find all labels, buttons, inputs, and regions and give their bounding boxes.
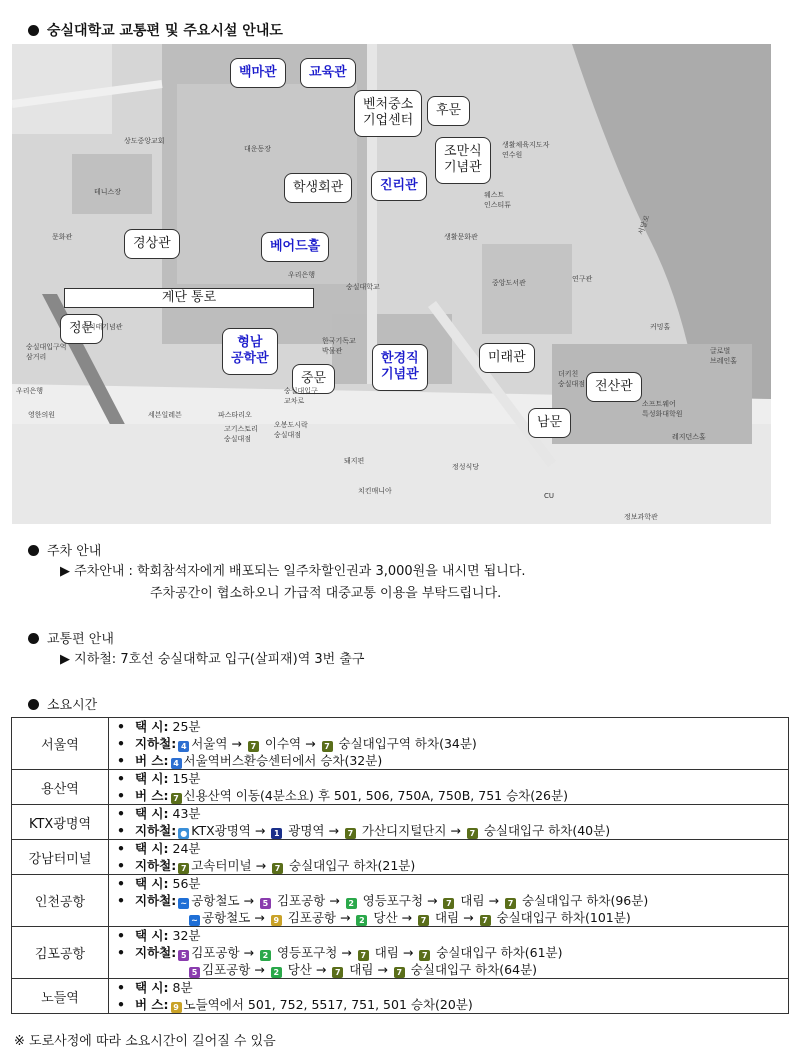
- map-label: 글로벌 브레인홀: [710, 347, 738, 365]
- place-cell: 인천공항: [12, 875, 109, 927]
- route-line: • 택 시: 15분: [117, 771, 201, 786]
- map-label: CU: [544, 492, 555, 500]
- building-mirae: 미래관: [479, 343, 535, 373]
- subway-line-badge: 2: [346, 898, 357, 909]
- subway-line-badge: 7: [419, 950, 430, 961]
- route-line: • 택 시: 25분: [117, 719, 201, 734]
- route-cell: [109, 718, 789, 770]
- map-label: 서달로: [636, 214, 652, 236]
- subway-line-badge: 9: [271, 915, 282, 926]
- subway-line-badge: 2: [356, 915, 367, 926]
- route-cell: [109, 805, 789, 840]
- building-student-hall: 학생회관: [284, 173, 352, 203]
- travel-time-table: [11, 717, 789, 1014]
- subway-line-badge: 9: [171, 1002, 182, 1013]
- route-line: • 택 시: 56분: [117, 876, 201, 891]
- place-cell: 노들역: [12, 979, 109, 1014]
- map-label: 안익태기념관: [82, 323, 123, 331]
- route-line: • 지하철: ~ 공항철도 → 5 김포공항 → 2 영등포구청 → 7 대림 → 7 숭실대입구 하차(96분): [117, 893, 649, 908]
- map-label: 생활체육지도자 연수원: [502, 141, 550, 159]
- map-label: 치킨매니아: [358, 487, 392, 495]
- map-label: 상도중앙교회: [124, 137, 165, 145]
- map-label: 숭실대입구 교차로: [284, 387, 318, 405]
- subway-line-badge: 2: [271, 967, 282, 978]
- route-line: • 버 스: 7 신용산역 이동(4분소요) 후 501, 506, 750A, 750B, 751 승차(26분): [117, 788, 568, 803]
- parking-header: 주차 안내: [28, 540, 101, 559]
- gate-main: 정문: [60, 314, 103, 344]
- place-cell: 서울역: [12, 718, 109, 770]
- time-header: 소요시간: [28, 694, 97, 713]
- place-cell: 강남터미널: [12, 840, 109, 875]
- route-line: • 버 스: 4 서울역버스환승센터에서 승차(32분): [117, 753, 383, 768]
- route-cell: [109, 927, 789, 979]
- transit-line: ▶ 지하철: 7호선 숭실대학교 입구(살피재)역 3번 출구: [60, 652, 365, 667]
- subway-line-badge: 7: [443, 898, 454, 909]
- table-row: [12, 840, 789, 875]
- map-label: 우리은행: [16, 387, 44, 395]
- building-education: 교육관: [300, 58, 356, 88]
- gate-middle: 중문: [292, 364, 335, 394]
- subway-line-badge: 5: [260, 898, 271, 909]
- map-label: 레지던스홀: [672, 433, 706, 441]
- building-computer: 전산관: [586, 372, 642, 402]
- map-label: 문화관: [52, 233, 73, 241]
- campus-map: [12, 44, 771, 524]
- map-label: 대운동장: [244, 145, 272, 153]
- route-line: • 택 시: 8분: [117, 980, 193, 995]
- map-label: 정보과학관: [624, 513, 658, 521]
- subway-line-badge: 2: [260, 950, 271, 961]
- map-label: 오봉도시락 숭실대점: [274, 421, 308, 439]
- place-cell: 용산역: [12, 770, 109, 805]
- transit-header: 교통편 안내: [28, 628, 114, 647]
- subway-line-badge: 7: [248, 741, 259, 752]
- table-row: [12, 979, 789, 1014]
- route-line: • 택 시: 24분: [117, 841, 201, 856]
- map-label: 더키친 숭실대점: [558, 370, 586, 388]
- subway-line-badge: 7: [345, 828, 356, 839]
- map-label: 웨스트 인스티튜: [484, 191, 512, 209]
- subway-line-badge: 4: [178, 741, 189, 752]
- table-row: [12, 718, 789, 770]
- route-line: • 택 시: 32분: [117, 928, 201, 943]
- subway-line-badge: 7: [480, 915, 491, 926]
- map-label: 연구관: [572, 275, 593, 283]
- map-label: 중앙도서관: [492, 279, 526, 287]
- map-label: 정성식당: [452, 463, 480, 471]
- table-row: [12, 927, 789, 979]
- route-line: 5 김포공항 → 2 당산 → 7 대림 → 7 숭실대입구 하차(64분): [109, 961, 788, 978]
- subway-line-badge: 4: [171, 758, 182, 769]
- map-label: 파스타리오: [218, 411, 252, 419]
- subway-line-badge: 1: [271, 828, 282, 839]
- table-row: [12, 770, 789, 805]
- subway-line-badge: 7: [178, 863, 189, 874]
- subway-line-badge: ~: [178, 898, 189, 909]
- subway-line-badge: 5: [178, 950, 189, 961]
- building-baird: 베어드홀: [261, 232, 329, 262]
- map-label: 소프트웨어 특성화대학원: [642, 400, 683, 418]
- place-cell: KTX광명역: [12, 805, 109, 840]
- subway-line-badge: 7: [505, 898, 516, 909]
- building-hankyungjik: 한경직 기념관: [372, 344, 428, 391]
- subway-line-badge: 7: [171, 793, 182, 804]
- subway-line-badge: 7: [394, 967, 405, 978]
- place-cell: 김포공항: [12, 927, 109, 979]
- map-label: 숭실대입구역 삼거리: [26, 343, 67, 361]
- map-label: 생활문화관: [444, 233, 478, 241]
- building-hyungnam: 형남 공학관: [222, 328, 278, 375]
- building-venture: 벤처중소 기업센터: [354, 90, 422, 137]
- building-baekma: 백마관: [230, 58, 286, 88]
- map-label: 한국기독교 박물관: [322, 337, 356, 355]
- map-label: 테니스장: [94, 188, 122, 196]
- route-cell: [109, 840, 789, 875]
- route-line: • 지하철: 5 김포공항 → 2 영등포구청 → 7 대림 → 7 숭실대입구 하차(61분): [117, 945, 563, 960]
- map-label: 세븐일레븐: [148, 411, 182, 419]
- subway-line-badge: 7: [467, 828, 478, 839]
- route-line: • 버 스: 9 노들역에서 501, 752, 5517, 751, 501 승차(20분): [117, 997, 473, 1012]
- route-cell: [109, 875, 789, 927]
- map-label: 커밍홀: [650, 323, 671, 331]
- table-row: [12, 875, 789, 927]
- route-cell: [109, 979, 789, 1014]
- parking-section: [28, 540, 101, 559]
- route-line: • 지하철: ● KTX광명역 → 1 광명역 → 7 가산디지털단지 → 7 숭실대입구 하차(40분): [117, 823, 611, 838]
- stairs-passage: 계단 통로: [64, 288, 314, 308]
- parking-line-2: 주차공간이 협소하오니 가급적 대중교통 이용을 부탁드립니다.: [150, 586, 502, 601]
- map-label: 숭실대학교: [346, 283, 380, 291]
- table-row: [12, 805, 789, 840]
- parking-line-1: ▶ 주차안내 : 학회참석자에게 배포되는 일주차할인권과 3,000원을 내시면 됩니다.: [60, 564, 526, 579]
- map-label: 영한의원: [28, 411, 56, 419]
- subway-line-badge: 7: [418, 915, 429, 926]
- route-cell: [109, 770, 789, 805]
- route-line: ~ 공항철도 → 9 김포공항 → 2 당산 → 7 대림 → 7 숭실대입구 하차(101분): [109, 909, 788, 926]
- subway-line-badge: 7: [272, 863, 283, 874]
- building-jinri: 진리관: [371, 171, 427, 201]
- gate-back: 후문: [427, 96, 470, 126]
- route-line: • 지하철: 7 고속터미널 → 7 숭실대입구 하차(21분): [117, 858, 416, 873]
- subway-line-badge: 5: [189, 967, 200, 978]
- subway-line-badge: 7: [358, 950, 369, 961]
- subway-line-badge: ~: [189, 915, 200, 926]
- route-line: • 택 시: 43분: [117, 806, 201, 821]
- gate-south: 남문: [528, 408, 571, 438]
- map-label: 우리은행: [288, 271, 316, 279]
- route-line: • 지하철: 4 서울역 → 7 이수역 → 7 숭실대입구역 하차(34분): [117, 736, 477, 751]
- subway-line-badge: ●: [178, 828, 189, 839]
- footnote: ※ 도로사정에 따라 소요시간이 길어질 수 있음: [14, 1034, 276, 1049]
- subway-line-badge: 7: [332, 967, 343, 978]
- building-gyeongsang: 경상관: [124, 229, 180, 259]
- map-label: 돼지편: [344, 457, 365, 465]
- page-title: 숭실대학교 교통편 및 주요시설 안내도: [28, 20, 283, 40]
- building-jomansik: 조만식 기념관: [435, 137, 491, 184]
- subway-line-badge: 7: [322, 741, 333, 752]
- map-label: 고기스토리 숭실대점: [224, 425, 258, 443]
